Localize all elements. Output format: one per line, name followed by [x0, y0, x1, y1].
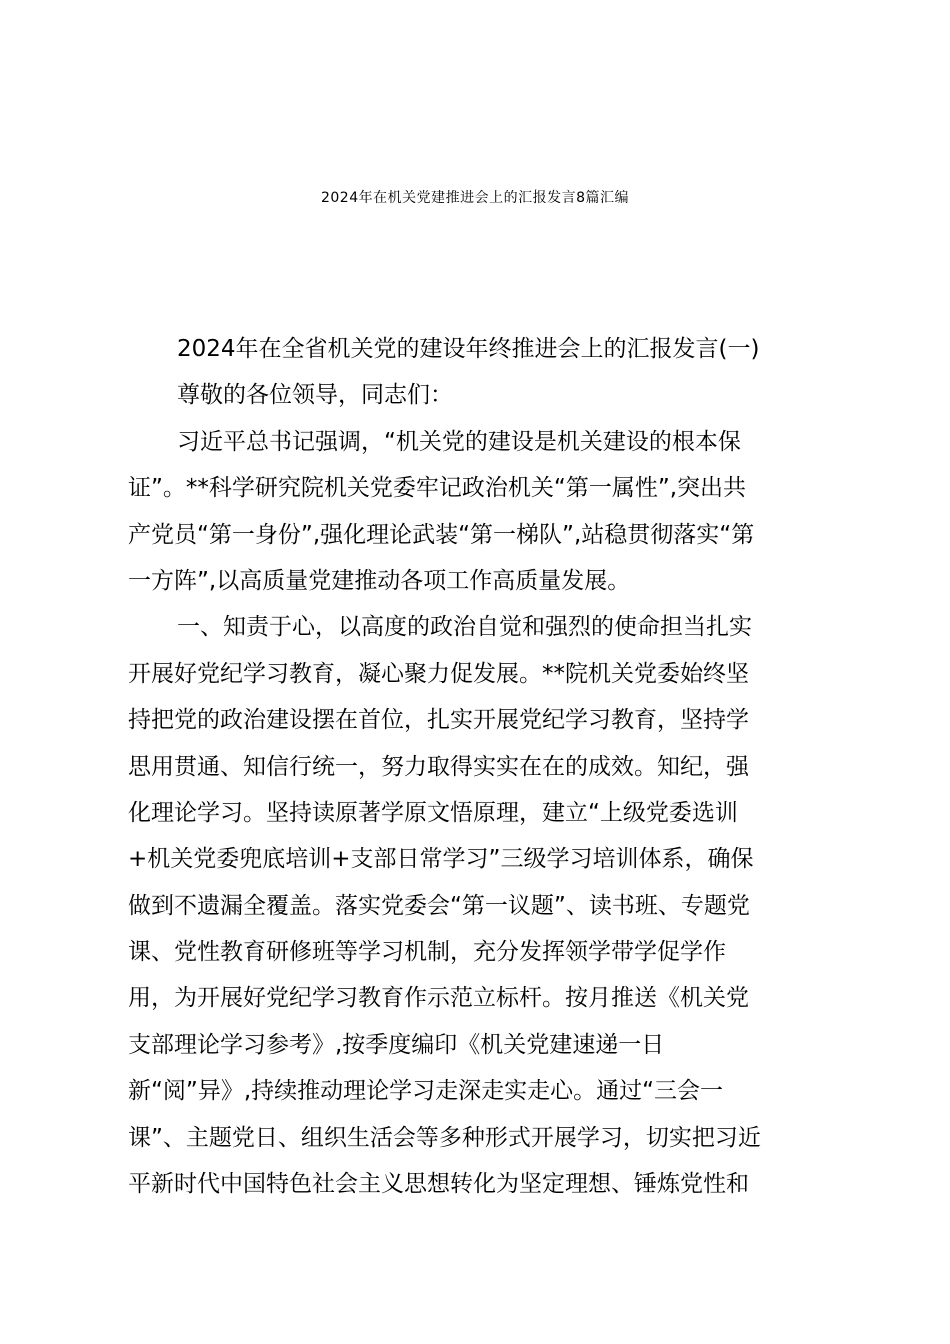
paragraph-line: 课”、主题党日、组织生活会等多种形式开展学习，切实把习近	[128, 1124, 761, 1151]
paragraph-line: 平新时代中国特色社会主义思想转化为坚定理想、锤炼党性和	[128, 1171, 749, 1198]
paragraph-line: 一、知责于心，以高度的政治自觉和强烈的使命担当扎实	[177, 614, 752, 641]
document-body	[128, 326, 828, 1207]
paragraph-line: 开展好党纪学习教育，凝心聚力促发展。**院机关党委始终坚	[128, 660, 749, 687]
paragraph-line: 证”。**科学研究院机关党委牢记政治机关“第一属性”,突出共	[128, 475, 747, 502]
paragraph-line: 尊敬的各位领导，同志们：	[177, 382, 453, 409]
paragraph-line: +机关党委兜底培训+支部日常学习”三级学习培训体系，确保	[128, 846, 754, 873]
paragraph-line: 持把党的政治建设摆在首位，扎实开展党纪学习教育，坚持学	[128, 707, 749, 734]
document-title: 2024年在机关党建推进会上的汇报发言8篇汇编	[320, 190, 630, 206]
paragraph-line: 新“阅”异》,持续推动理论学习走深走实走心。通过“三会一	[128, 1078, 724, 1105]
paragraph-line: 做到不遗漏全覆盖。落实党委会“第一议题”、读书班、专题党	[128, 892, 750, 919]
paragraph-line: 产党员“第一身份”,强化理论武装“第一梯队”,站稳贯彻落实“第	[128, 521, 755, 548]
paragraph-line: 一方阵”,以高质量党建推动各项工作高质量发展。	[128, 567, 631, 594]
paragraph-line: 课、党性教育研修班等学习机制，充分发挥领学带学促学作	[128, 939, 726, 966]
paragraph-line: 2024年在全省机关党的建设年终推进会上的汇报发言(一)	[177, 336, 760, 362]
paragraph-line: 思用贯通、知信行统一，努力取得实实在在的成效。知纪，强	[128, 753, 749, 780]
paragraph-line: 支部理论学习参考》,按季度编印《机关党建速递一日	[128, 1031, 665, 1058]
paragraph-line: 习近平总书记强调，“机关党的建设是机关建设的根本保	[177, 428, 741, 455]
paragraph-line: 用，为开展好党纪学习教育作示范立标杆。按月推送《机关党	[128, 985, 749, 1012]
paragraph-line: 化理论学习。坚持读原著学原文悟原理，建立“上级党委选训	[128, 799, 738, 826]
